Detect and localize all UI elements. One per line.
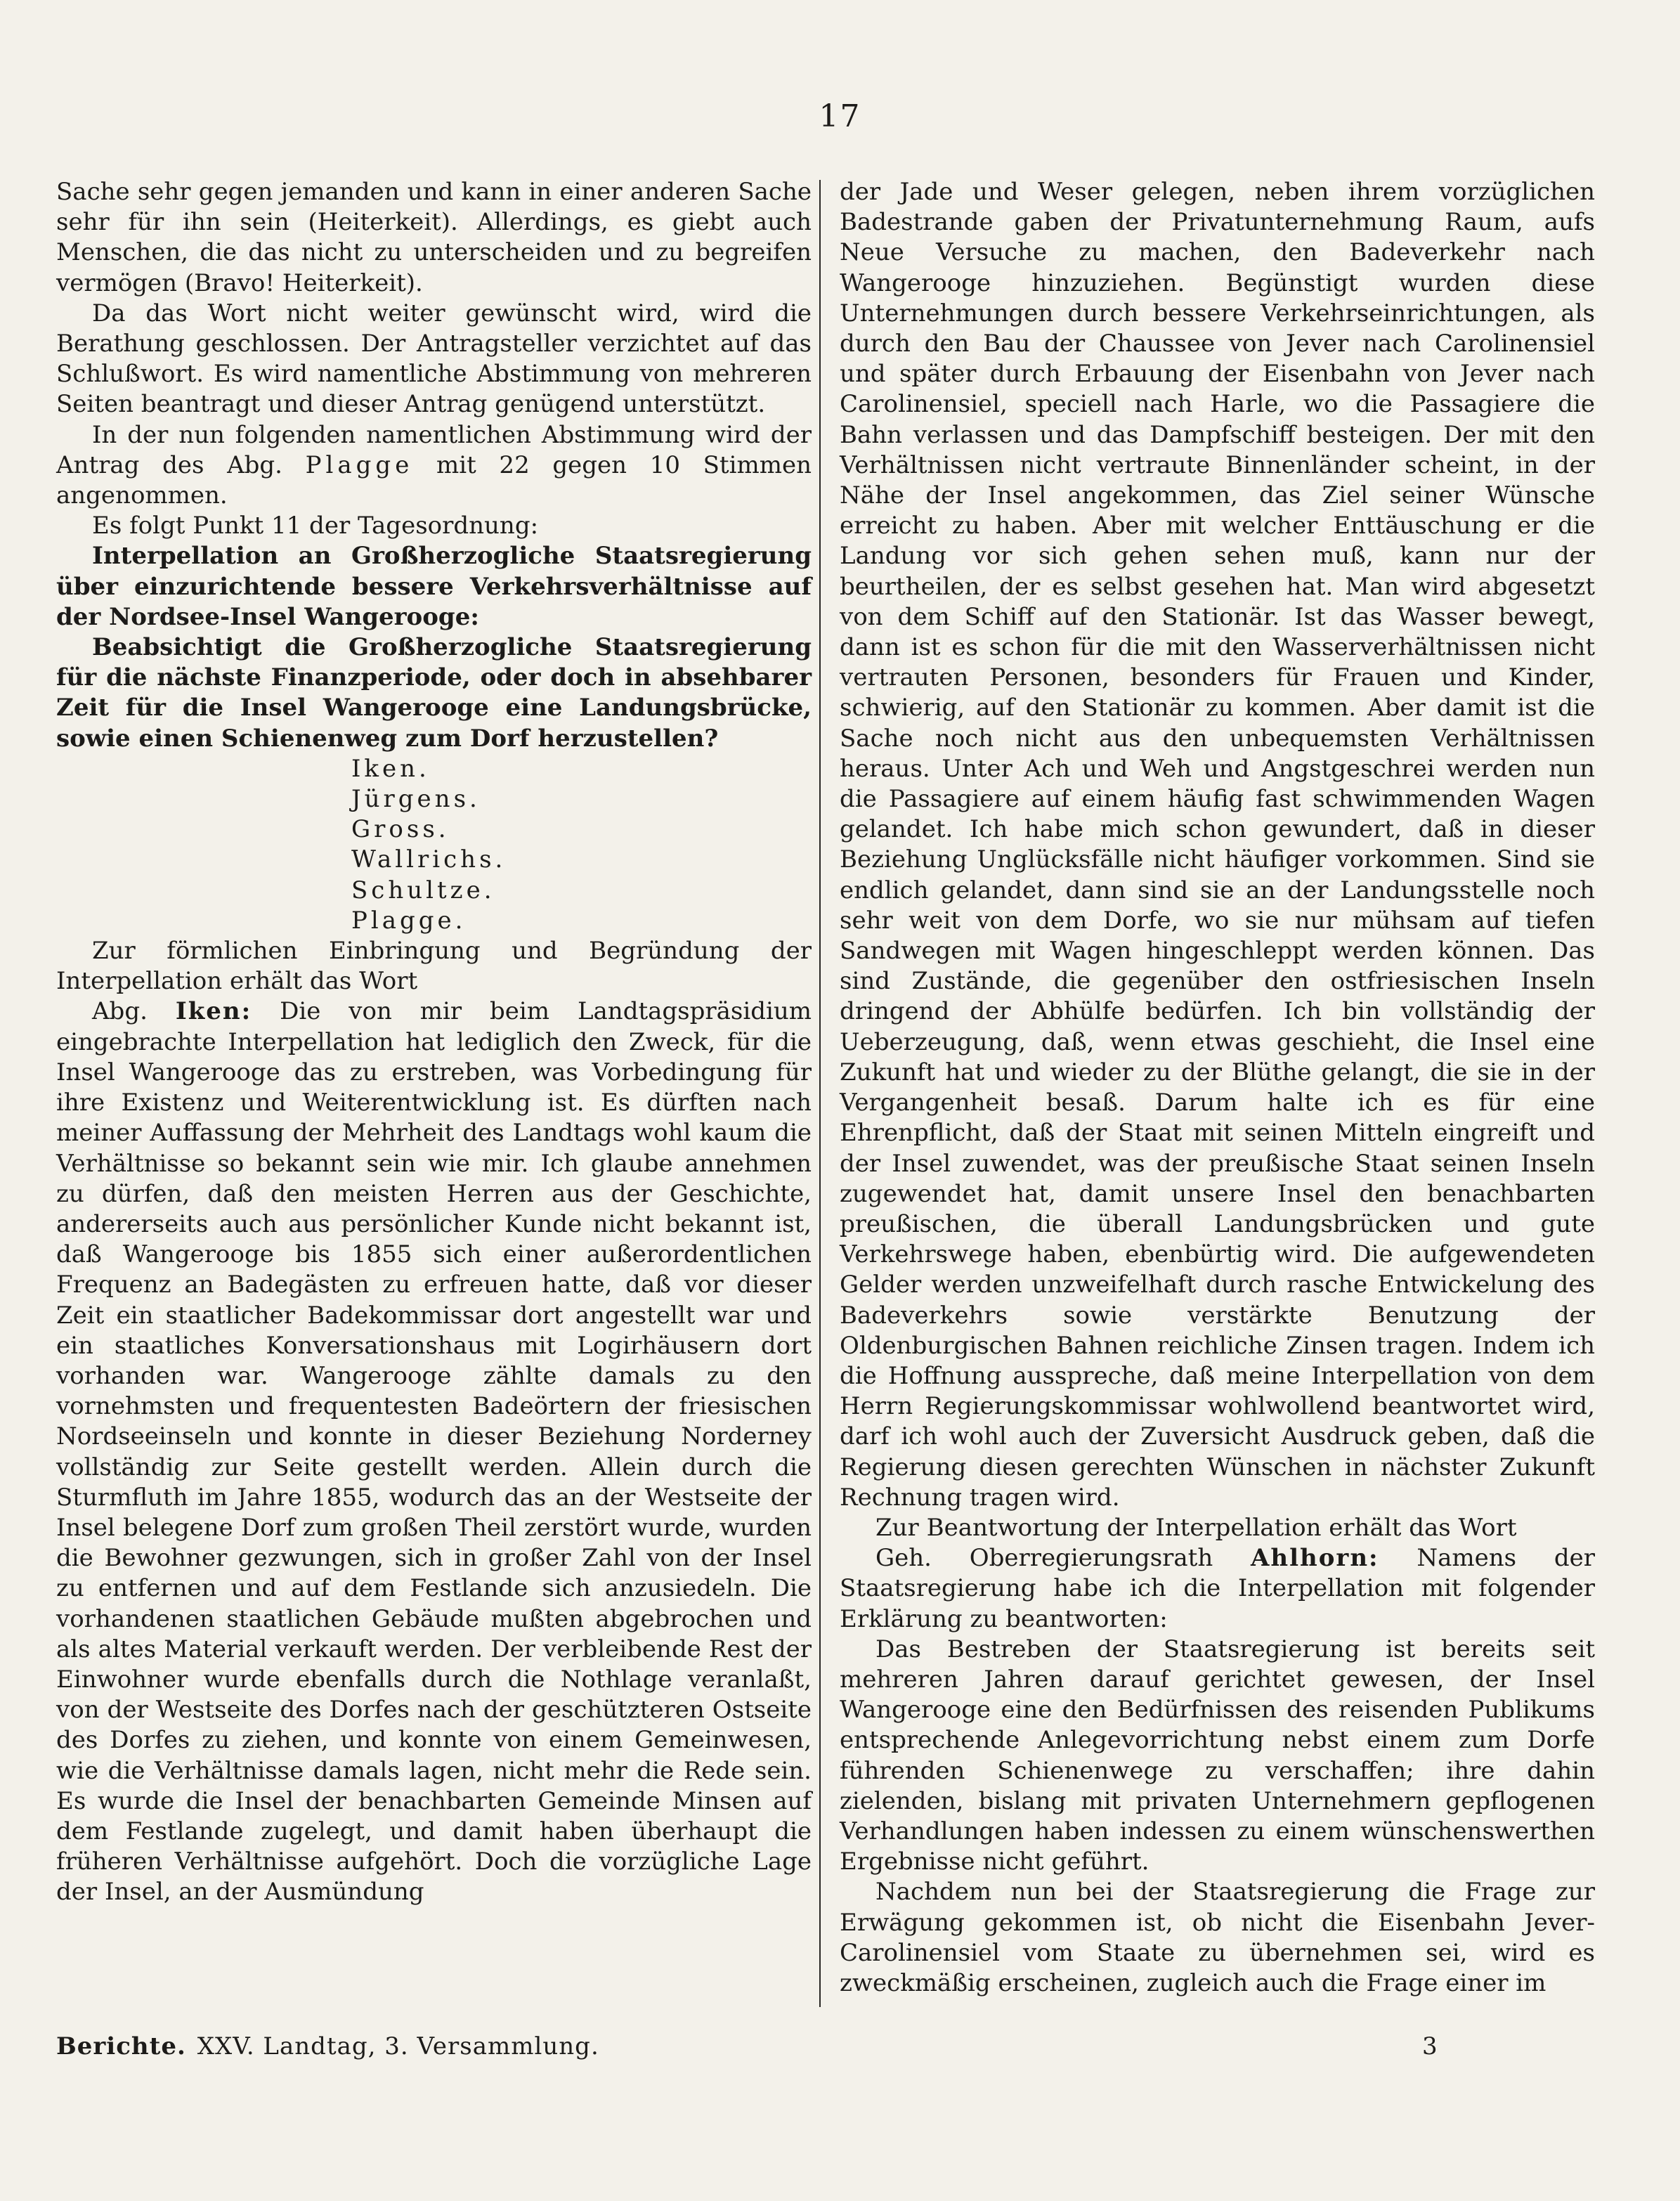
speech-text: Die von mir beim Landtagspräsidium eingebrachte Interpellation hat lediglich den Zweck, für die Insel Wangerooge das zu erstreben, was Vorbedingung für ihre Existenz und Weiterentwicklung ist. Es dürften nach meiner Auffassung der Mehrheit des Landtags wohl kaum die Verhältnisse so bekannt sein wie mir. Ich glaube annehmen zu dürfen, daß den meisten Herren aus der Geschichte, andererseits auch aus persönlicher Kunde nicht bekannt ist, daß Wangerooge bis 1855 sich einer außerordentlichen Frequenz an Badegästen zu erfreuen hatte, daß vor dieser Zeit ein staatlicher Badekommissar dort angestellt war und ein staatliches Konversationshaus mit Logirhäusern dort vorhanden war. Wangerooge zählte damals zu den vornehmsten und frequentesten Badeörtern der friesischen Nordseeinseln und konnte in dieser Beziehung Norderney vollständig zur Seite gestellt werden. Allein durch die Sturmfluth im Jahre 1855, wodurch das an der Westseite der Insel belegene Dorf zum großen Theil zerstört wurde, wurden die Bewohner gezwungen, sich in großer Zahl von der Insel zu entfernen und auf dem Festlande sich anzusiedeln. Die vorhandenen staatlichen Gebäude mußten abgebrochen und als altes Material verkauft werden. Der verbleibende Rest der Einwohner wurde ebenfalls durch die Nothlage veranlaßt, von der Westseite des Dorfes nach der geschützteren Ostseite des Dorfes zu ziehen, und konnte von einem Gemeinwesen, wie die Verhältnisse damals lagen, nicht mehr die Rede sein. Es wurde die Insel der benachbarten Gemeinde Minsen auf dem Festlande zugelegt, und damit haben überhaupt die früheren Verhältnisse aufgehört. Doch die vorzügliche Lage der Insel, an der Ausmündung <box>56 997 812 1907</box>
paragraph: der Jade und Weser gelegen, neben ihrem vorzüglichen Badestrande gaben der Privatunternehmung Raum, aufs Neue Versuche zu machen, den Badeverkehr nach Wangerooge hinzuziehen. Begünstigt wurden diese Unternehmungen durch bessere Verkehrseinrichtungen, als durch den Bau der Chaussee von Jever nach Carolinensiel und später durch Erbauung der Eisenbahn von Jever nach Carolinensiel, speciell nach Harle, wo die Passagiere die Bahn verlassen und das Dampfschiff besteigen. Der mit den Verhältnissen nicht vertraute Binnenländer scheint, in der Nähe der Insel angekommen, das Ziel seiner Wünsche erreicht zu haben. Aber mit welcher Enttäuschung er die Landung vor sich gehen sehen muß, kann nur der beurtheilen, der es selbst gesehen hat. Man wird abgesetzt von dem Schiff auf den Stationär. Ist das Wasser bewegt, dann ist es schon für die mit den Wasserverhältnissen nicht vertrauten Personen, besonders für Frauen und Kinder, schwierig, auf den Stationär zu kommen. Aber damit ist die Sache noch nicht aus den unbequemsten Verhältnissen heraus. Unter Ach und Weh und Angstgeschrei werden nun die Passagiere auf einem häufig fast schwimmenden Wagen gelandet. Ich habe mich schon gewundert, daß in dieser Beziehung Unglücksfälle nicht häufiger vorkommen. Sind sie endlich gelandet, dann sind sie an der Landungsstelle noch sehr weit von dem Dorfe, wo sie nur mühsam auf tiefen Sandwegen mit Wagen hingeschleppt werden können. Das sind Zustände, die gegenüber den ostfriesischen Inseln dringend der Abhülfe bedürfen. Ich bin vollständig der Ueberzeugung, daß, wenn etwas geschieht, die Insel eine Zukunft hat und wieder zu der Blüthe gelangt, die sie in der Vergangenheit besaß. Darum halte ich es für eine Ehrenpflicht, daß der Staat mit seinen Mitteln eingreift und der Insel zuwendet, was der preußische Staat seinen Inseln zugewendet hat, damit unsere Insel den benachbarten preußischen, die überall Landungsbrücken und gute Verkehrswege haben, ebenbürtig wird. Die aufgewendeten Gelder werden unzweifelhaft durch rasche Entwickelung des Badeverkehrs sowie verstärkte Benutzung der Oldenburgischen Bahnen reichliche Zinsen tragen. Indem ich die Hoffnung ausspreche, daß meine Interpellation von dem Herrn Regierungskommissar wohlwollend beantwortet wird, darf ich wohl auch der Zuversicht Ausdruck geben, daß die Regierung diesen gerechten Wünschen in nächster Zukunft Rechnung tragen wird. <box>840 178 1595 1512</box>
signature: Iken. <box>351 754 430 783</box>
page-number: 17 <box>819 98 861 134</box>
speaker-name: Ahlhorn: <box>1251 1544 1379 1573</box>
paragraph: Zur Beantwortung der Interpellation erhält das Wort <box>875 1513 1517 1542</box>
speech-paragraph <box>56 996 812 1907</box>
footer-label: Berichte. <box>56 2032 186 2060</box>
signature: Gross. <box>351 815 450 844</box>
speech-text: Namens der Staatsregierung habe ich die Interpellation mit folgender Erklärung zu beantworten: <box>840 1544 1595 1633</box>
signature: Jürgens. <box>351 785 481 814</box>
paragraph: Sache sehr gegen jemanden und kann in einer anderen Sache sehr für ihn sein (Heiterkeit). Allerdings, es giebt auch Menschen, die das nicht zu unterscheiden und zu begreifen vermögen (Bravo! Heiterkeit). <box>56 178 812 297</box>
interpellation-title: Interpellation an Großherzogliche Staatsregierung über einzurichtende bessere Verkehrsverhältnisse auf der Nordsee-Insel Wangerooge: <box>56 542 812 631</box>
spaced-name: Plagge <box>305 450 414 479</box>
column-rule <box>819 180 821 2007</box>
left-column <box>56 177 812 1908</box>
signature: Plagge. <box>351 906 467 935</box>
signature: Schultze. <box>351 876 495 904</box>
speaker-prefix: Geh. Oberregierungsrath <box>875 1544 1213 1573</box>
paragraph: Zur förmlichen Einbringung und Begründung der Interpellation erhält das Wort <box>56 937 812 996</box>
sheet-number: 3 <box>1422 2032 1438 2060</box>
text-segment: mit 22 gegen 10 Stimmen angenommen. <box>56 450 812 510</box>
footer-left <box>56 2032 599 2060</box>
paragraph: Da das Wort nicht weiter gewünscht wird, wird die Berathung geschlossen. Der Antragsteller verzichtet auf das Schlußwort. Es wird namentliche Abstimmung von mehreren Seiten beantragt und dieser Antrag genügend unterstützt. <box>56 299 812 419</box>
text-segment: In der nun folgenden namentlichen Abstimmung wird der Antrag des Abg. <box>56 420 812 479</box>
paragraph: Nachdem nun bei der Staatsregierung die Frage zur Erwägung gekommen ist, ob nicht die Eisenbahn Jever-Carolinensiel vom Staate zu übernehmen sei, wird es zweckmäßig erscheinen, zugleich auch die Frage einer im <box>840 1878 1595 1997</box>
speech-paragraph <box>840 1543 1595 1635</box>
signature-list <box>56 754 812 936</box>
speaker-prefix: Abg. <box>92 997 148 1026</box>
interpellation-question: Beabsichtigt die Großherzogliche Staatsregierung für die nächste Finanzperiode, oder doch in absehbarer Zeit für die Insel Wangerooge eine Landungsbrücke, sowie einen Schienenweg zum Dorf herzustellen? <box>56 633 812 753</box>
vote-result-paragraph <box>56 420 812 512</box>
speaker-name: Iken: <box>175 997 252 1026</box>
right-column <box>840 177 1595 1999</box>
footer-text: XXV. Landtag, 3. Versammlung. <box>197 2032 599 2060</box>
agenda-item: Es folgt Punkt 11 der Tagesordnung: <box>92 512 539 540</box>
signature: Wallrichs. <box>351 845 507 874</box>
paragraph: Das Bestreben der Staatsregierung ist bereits seit mehreren Jahren darauf gerichtet gewesen, der Insel Wangerooge eine den Bedürfnissen des reisenden Publikums entsprechende Anlegevorrichtung nebst einem zum Dorfe führenden Schienenwege zu verschaffen; ihre dahin zielenden, bislang mit privaten Unternehmern gepflogenen Verhandlungen haben indessen zu einem wünschenswerthen Ergebnisse nicht geführt. <box>840 1635 1595 1876</box>
